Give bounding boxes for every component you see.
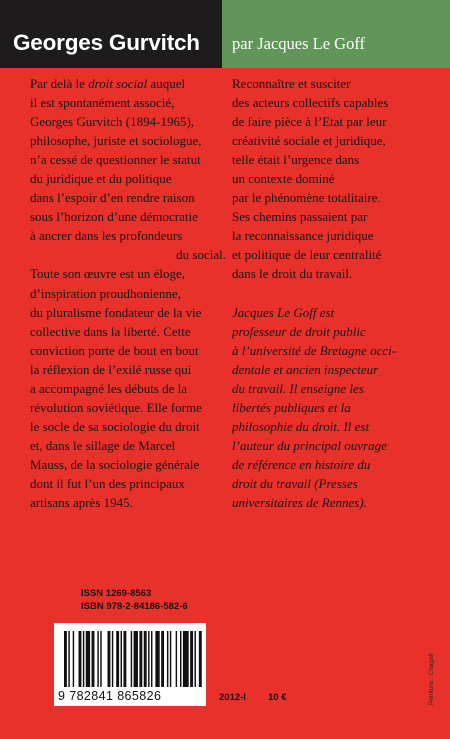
barcode-bars [54,623,206,689]
text-line: droit du travail (Presses [232,475,358,491]
text-line: créativité sociale et juridique, [232,133,386,149]
barcode-bar [64,631,67,687]
text-line: il est spontanément associé, [30,95,175,111]
text-line: révolution soviétique. Elle forme [30,399,202,415]
text-line: la réflexion de l’exilé russe qui [30,361,192,377]
edition-code: 2012-I [219,692,246,703]
barcode-bar [190,631,193,687]
barcode-bar [108,631,111,687]
barcode-bar [73,631,74,687]
text-line: le socle de sa sociologie du droit [30,418,200,434]
byline: par Jacques Le Goff [232,34,366,53]
barcode-bar [167,631,168,687]
barcode-bar [86,631,90,687]
text-line: dentale et ancien inspecteur [232,361,379,377]
text-line: telle était l’urgence dans [232,152,360,168]
barcode-bar [170,631,171,687]
text-line: et politique de leur centralité [232,247,382,263]
text-line: Par delà le droit social auquel [30,76,186,91]
barcode-bar [148,631,149,687]
text-line: conviction porte de bout en bout [30,342,199,358]
text-line: collective dans la liberté. Cette [30,323,191,339]
barcode-bar [144,631,147,687]
barcode-bar [68,631,69,687]
barcode-bar [100,631,101,687]
author-bio [232,303,440,513]
barcode-bar [97,631,98,687]
isbn-label: ISBN 978-2-84186-582-6 [81,601,188,612]
barcode-bar [183,631,189,687]
text-line: dont il fut l’un des principaux [30,475,185,491]
text-line: Jacques Le Goff est [232,304,335,320]
barcode-bar [161,631,164,687]
barcode-bar [176,631,177,687]
text-line: libertés publiques et la [232,399,351,415]
author-name: Georges Gurvitch [13,30,200,55]
barcode-bar [121,631,122,687]
text-line: professeur de droit public [232,323,366,339]
text-line: à ancrer dans les profondeurs [30,228,183,244]
text-line: d’inspiration proudhonienne, [30,285,181,301]
barcode-bar [116,631,119,687]
text-line: la reconnaissance juridique [232,228,374,244]
text-line: du travail. Il enseigne les [232,380,364,396]
barcode [54,623,206,706]
barcode-bar [151,631,152,687]
barcode-bar [112,631,113,687]
barcode-bar [195,631,196,687]
barcode-bar [92,631,95,687]
text-line: Toute son œuvre est un éloge, [30,266,186,282]
text-line: dans l’espoir d’en rendre raison [30,190,195,206]
barcode-bar [83,631,84,687]
text-line: du pluralisme fondateur de la vie [30,304,202,320]
issn-label: ISSN 1269-8563 [81,588,152,599]
text-line: à l’université de Bretagne occi- [232,342,397,358]
right-column-text [232,74,440,512]
price: 10 € [268,692,287,703]
barcode-bar [199,631,202,687]
cover-credit: Peinture : Chagall [428,653,435,705]
text-line: de faire pièce à l’Etat par leur [232,114,387,130]
text-line: par le phénomène totalitaire. [232,190,381,206]
barcode-bar [131,631,132,687]
text-line: n’a cessé de questionner le statut [30,152,201,168]
text-line: du social. [176,247,226,263]
text-line: du juridique et du politique [30,171,172,187]
barcode-bar [79,631,82,687]
text-line: philosophie du droit. Il est [232,418,370,434]
text-line: Georges Gurvitch (1894-1965), [30,114,195,130]
summary-paragraph [232,74,440,284]
text-line: l’auteur du principal ouvrage [232,437,387,453]
barcode-bar [139,631,142,687]
text-line: sous l’horizon d’une démocratie [30,209,198,225]
text-line: a accompagné les débuts de la [30,380,188,396]
text-line: universitaires de Rennes). [232,494,367,510]
barcode-bar [123,631,126,687]
text-line: artisans après 1945. [30,495,133,511]
text-line: Ses chemins passaient par [232,209,368,225]
barcode-bar [180,631,181,687]
text-line: Mauss, de la sociologie générale [30,456,200,472]
barcode-digits: 9 782841 865826 [58,689,162,703]
barcode-bar [155,631,159,687]
barcode-bar [134,631,138,687]
text-line: dans le droit du travail. [232,266,353,282]
text-line: des acteurs collectifs capables [232,95,389,111]
text-line: de référence en histoire du [232,456,371,472]
text-line: philosophe, juriste et sociologue, [30,133,202,149]
text-line: Reconnaître et susciter [232,76,351,91]
text-line: et, dans le sillage de Marcel [30,437,176,453]
text-line: un contexte dominé [232,171,335,187]
left-column-text [30,74,226,512]
